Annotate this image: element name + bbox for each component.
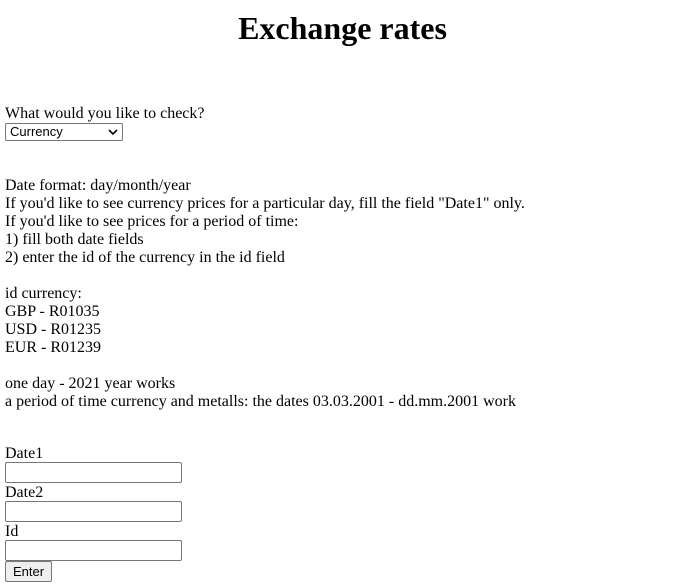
note-line: one day - 2021 year works <box>5 375 176 392</box>
list-item: GBP - R01035 <box>5 303 100 320</box>
instruction-line: If you'd like to see prices for a period of time: <box>5 213 299 230</box>
notes <box>5 375 516 411</box>
select-value: Currency <box>10 124 63 139</box>
date1-label: Date1 <box>5 445 44 462</box>
date2-label: Date2 <box>5 484 44 501</box>
list-item: EUR - R01239 <box>5 339 101 356</box>
instruction-line: 2) enter the id of the currency in the id field <box>5 249 285 266</box>
date2-input[interactable] <box>5 501 182 522</box>
question-label: What would you like to check? <box>5 105 205 122</box>
currency-id-heading: id currency: <box>5 285 82 302</box>
list-item: USD - R01235 <box>5 321 102 338</box>
id-label: Id <box>5 523 19 540</box>
page-title: Exchange rates <box>238 10 447 46</box>
chevron-down-icon <box>108 125 118 139</box>
instruction-line: Date format: day/month/year <box>5 177 191 194</box>
currency-id-list <box>5 285 101 357</box>
instruction-line: If you'd like to see currency prices for a particular day, fill the field "Date1" only. <box>5 195 525 212</box>
instructions <box>5 177 525 267</box>
instruction-line: 1) fill both date fields <box>5 231 144 248</box>
enter-button[interactable]: Enter <box>5 561 52 582</box>
note-line: a period of time currency and metalls: the dates 03.03.2001 - dd.mm.2001 work <box>5 393 516 410</box>
check-type-select[interactable] <box>5 123 123 141</box>
id-input[interactable] <box>5 540 182 561</box>
date1-input[interactable] <box>5 462 182 483</box>
